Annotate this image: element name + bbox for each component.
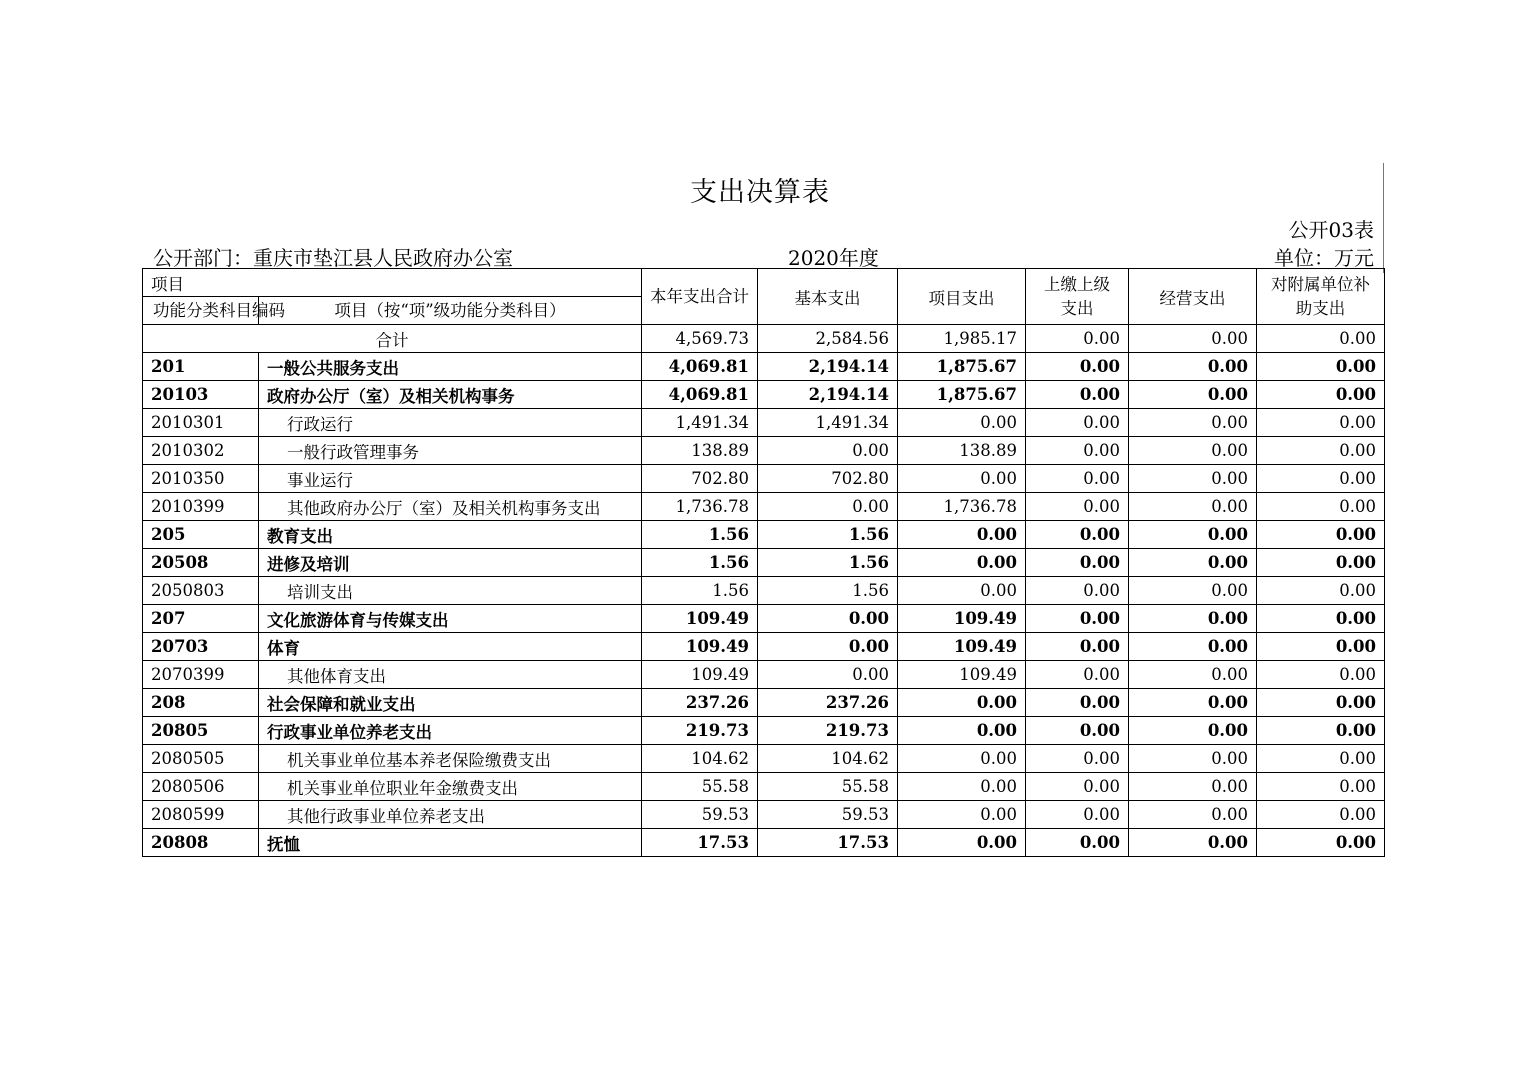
row-value: 0.00 xyxy=(1257,437,1385,465)
table-row xyxy=(143,409,1385,437)
row-value: 0.00 xyxy=(1129,549,1257,577)
row-value: 109.49 xyxy=(642,605,758,633)
row-value: 59.53 xyxy=(758,801,898,829)
row-value: 0.00 xyxy=(1129,437,1257,465)
row-value: 0.00 xyxy=(758,493,898,521)
row-value: 0.00 xyxy=(1026,353,1129,381)
row-value: 0.00 xyxy=(898,577,1026,605)
row-value: 0.00 xyxy=(898,689,1026,717)
row-value: 2,194.14 xyxy=(758,353,898,381)
header-code: 功能分类科目编码 xyxy=(143,297,259,325)
row-name: 培训支出 xyxy=(259,577,642,605)
row-value: 0.00 xyxy=(1129,465,1257,493)
row-value: 0.00 xyxy=(1026,409,1129,437)
row-value: 109.49 xyxy=(642,633,758,661)
row-value: 59.53 xyxy=(642,801,758,829)
row-value: 1,736.78 xyxy=(642,493,758,521)
table-row xyxy=(143,801,1385,829)
row-name: 政府办公厅（室）及相关机构事务 xyxy=(259,381,642,409)
row-value: 0.00 xyxy=(1026,661,1129,689)
row-code: 208 xyxy=(143,689,259,717)
row-code: 2010350 xyxy=(143,465,259,493)
row-value: 104.62 xyxy=(758,745,898,773)
row-value: 0.00 xyxy=(1129,661,1257,689)
table-row xyxy=(143,689,1385,717)
row-code: 2050803 xyxy=(143,577,259,605)
header-subsidy: 对附属单位补助支出 xyxy=(1257,269,1385,325)
table-row xyxy=(143,829,1385,857)
row-value: 55.58 xyxy=(758,773,898,801)
row-value: 0.00 xyxy=(1129,605,1257,633)
row-value: 138.89 xyxy=(898,437,1026,465)
row-name: 一般公共服务支出 xyxy=(259,353,642,381)
row-value: 4,069.81 xyxy=(642,353,758,381)
row-value: 109.49 xyxy=(898,661,1026,689)
row-value: 0.00 xyxy=(898,409,1026,437)
row-value: 0.00 xyxy=(1257,661,1385,689)
row-name: 其他政府办公厅（室）及相关机构事务支出 xyxy=(259,493,642,521)
row-name: 行政事业单位养老支出 xyxy=(259,717,642,745)
row-value: 138.89 xyxy=(642,437,758,465)
row-value: 0.00 xyxy=(758,633,898,661)
table-row xyxy=(143,437,1385,465)
row-value: 0.00 xyxy=(1026,577,1129,605)
row-value: 0.00 xyxy=(1129,409,1257,437)
table-row xyxy=(143,661,1385,689)
row-name: 进修及培训 xyxy=(259,549,642,577)
row-code: 2010302 xyxy=(143,437,259,465)
table-row xyxy=(143,353,1385,381)
header-row-group xyxy=(143,269,1385,297)
row-name: 教育支出 xyxy=(259,521,642,549)
table-row xyxy=(143,633,1385,661)
row-value: 0.00 xyxy=(1129,801,1257,829)
row-value: 0.00 xyxy=(1129,745,1257,773)
row-value: 0.00 xyxy=(1257,549,1385,577)
table-row xyxy=(143,465,1385,493)
row-value: 0.00 xyxy=(1257,381,1385,409)
row-code: 2080506 xyxy=(143,773,259,801)
row-value: 0.00 xyxy=(1026,605,1129,633)
row-value: 0.00 xyxy=(1129,773,1257,801)
row-value: 109.49 xyxy=(898,633,1026,661)
table-row xyxy=(143,549,1385,577)
row-name: 抚恤 xyxy=(259,829,642,857)
row-value: 0.00 xyxy=(1257,493,1385,521)
row-value: 702.80 xyxy=(758,465,898,493)
row-value: 219.73 xyxy=(642,717,758,745)
total-value: 1,985.17 xyxy=(898,325,1026,353)
table-row xyxy=(143,773,1385,801)
row-value: 0.00 xyxy=(1257,353,1385,381)
row-value: 0.00 xyxy=(1026,437,1129,465)
row-name: 社会保障和就业支出 xyxy=(259,689,642,717)
row-name: 体育 xyxy=(259,633,642,661)
table-row xyxy=(143,521,1385,549)
row-name: 文化旅游体育与传媒支出 xyxy=(259,605,642,633)
header-name: 项目（按“项”级功能分类科目） xyxy=(259,297,642,325)
row-name: 其他行政事业单位养老支出 xyxy=(259,801,642,829)
row-name: 机关事业单位基本养老保险缴费支出 xyxy=(259,745,642,773)
total-value: 0.00 xyxy=(1129,325,1257,353)
row-value: 0.00 xyxy=(1026,493,1129,521)
row-code: 207 xyxy=(143,605,259,633)
row-code: 2080505 xyxy=(143,745,259,773)
row-code: 20703 xyxy=(143,633,259,661)
row-value: 2,194.14 xyxy=(758,381,898,409)
row-value: 0.00 xyxy=(1129,577,1257,605)
row-value: 0.00 xyxy=(1257,605,1385,633)
row-value: 0.00 xyxy=(1026,717,1129,745)
row-value: 0.00 xyxy=(898,717,1026,745)
row-value: 1.56 xyxy=(758,521,898,549)
row-value: 0.00 xyxy=(1257,465,1385,493)
row-value: 1.56 xyxy=(642,521,758,549)
total-label: 合计 xyxy=(143,325,642,353)
row-value: 0.00 xyxy=(1026,829,1129,857)
row-value: 0.00 xyxy=(1026,549,1129,577)
row-name: 机关事业单位职业年金缴费支出 xyxy=(259,773,642,801)
row-name: 其他体育支出 xyxy=(259,661,642,689)
row-value: 0.00 xyxy=(758,661,898,689)
row-value: 702.80 xyxy=(642,465,758,493)
row-code: 20805 xyxy=(143,717,259,745)
row-value: 0.00 xyxy=(1129,493,1257,521)
row-value: 0.00 xyxy=(1257,577,1385,605)
unit-label: 单位：万元 xyxy=(1274,246,1374,270)
total-value: 2,584.56 xyxy=(758,325,898,353)
row-name: 行政运行 xyxy=(259,409,642,437)
row-value: 0.00 xyxy=(898,801,1026,829)
header-project: 项目支出 xyxy=(898,269,1026,325)
row-code: 20808 xyxy=(143,829,259,857)
row-code: 201 xyxy=(143,353,259,381)
row-value: 0.00 xyxy=(1026,521,1129,549)
row-value: 0.00 xyxy=(1257,689,1385,717)
table-row xyxy=(143,745,1385,773)
header-basic: 基本支出 xyxy=(758,269,898,325)
row-value: 1,491.34 xyxy=(758,409,898,437)
table-row xyxy=(143,717,1385,745)
row-value: 0.00 xyxy=(1026,633,1129,661)
row-value: 1.56 xyxy=(758,549,898,577)
department-label: 公开部门：重庆市垫江县人民政府办公室 xyxy=(153,246,513,270)
row-value: 1,736.78 xyxy=(898,493,1026,521)
row-value: 0.00 xyxy=(1026,381,1129,409)
row-value: 0.00 xyxy=(898,773,1026,801)
row-value: 0.00 xyxy=(1026,465,1129,493)
row-value: 109.49 xyxy=(642,661,758,689)
row-value: 0.00 xyxy=(1257,409,1385,437)
row-value: 0.00 xyxy=(1026,773,1129,801)
row-value: 1,875.67 xyxy=(898,381,1026,409)
row-value: 1.56 xyxy=(758,577,898,605)
row-name: 一般行政管理事务 xyxy=(259,437,642,465)
expenditure-table xyxy=(142,268,1385,857)
row-value: 17.53 xyxy=(642,829,758,857)
row-value: 17.53 xyxy=(758,829,898,857)
row-value: 237.26 xyxy=(642,689,758,717)
row-value: 0.00 xyxy=(1257,633,1385,661)
row-value: 0.00 xyxy=(1257,521,1385,549)
row-value: 0.00 xyxy=(1257,745,1385,773)
row-code: 20103 xyxy=(143,381,259,409)
row-value: 0.00 xyxy=(1026,745,1129,773)
form-number: 公开03表 xyxy=(1288,218,1374,242)
table-row xyxy=(143,605,1385,633)
header-upper: 上缴上级支出 xyxy=(1026,269,1129,325)
row-value: 55.58 xyxy=(642,773,758,801)
row-name: 事业运行 xyxy=(259,465,642,493)
header-business: 经营支出 xyxy=(1129,269,1257,325)
total-value: 4,569.73 xyxy=(642,325,758,353)
row-value: 1.56 xyxy=(642,549,758,577)
row-code: 2070399 xyxy=(143,661,259,689)
row-value: 0.00 xyxy=(1129,381,1257,409)
total-value: 0.00 xyxy=(1026,325,1129,353)
row-value: 0.00 xyxy=(1257,801,1385,829)
row-value: 0.00 xyxy=(1129,829,1257,857)
row-value: 0.00 xyxy=(898,745,1026,773)
row-value: 0.00 xyxy=(1257,773,1385,801)
row-value: 0.00 xyxy=(1129,633,1257,661)
table-row xyxy=(143,493,1385,521)
total-row xyxy=(143,325,1385,353)
row-value: 0.00 xyxy=(1129,689,1257,717)
row-value: 0.00 xyxy=(1026,689,1129,717)
row-value: 0.00 xyxy=(1129,353,1257,381)
total-value: 0.00 xyxy=(1257,325,1385,353)
row-value: 0.00 xyxy=(1026,801,1129,829)
row-value: 1,491.34 xyxy=(642,409,758,437)
row-value: 0.00 xyxy=(898,549,1026,577)
row-value: 0.00 xyxy=(758,437,898,465)
table-row xyxy=(143,577,1385,605)
row-value: 1,875.67 xyxy=(898,353,1026,381)
row-value: 0.00 xyxy=(1129,521,1257,549)
header-total: 本年支出合计 xyxy=(642,269,758,325)
row-code: 20508 xyxy=(143,549,259,577)
row-value: 109.49 xyxy=(898,605,1026,633)
row-value: 0.00 xyxy=(758,605,898,633)
row-value: 0.00 xyxy=(1129,717,1257,745)
row-value: 0.00 xyxy=(1257,829,1385,857)
table-row xyxy=(143,381,1385,409)
row-code: 205 xyxy=(143,521,259,549)
row-value: 1.56 xyxy=(642,577,758,605)
row-value: 0.00 xyxy=(1257,717,1385,745)
row-value: 4,069.81 xyxy=(642,381,758,409)
row-code: 2010399 xyxy=(143,493,259,521)
row-code: 2010301 xyxy=(143,409,259,437)
row-value: 237.26 xyxy=(758,689,898,717)
header-project-group: 项目 xyxy=(143,269,642,297)
page-title: 支出决算表 xyxy=(690,177,830,208)
row-value: 0.00 xyxy=(898,465,1026,493)
row-value: 0.00 xyxy=(898,829,1026,857)
row-value: 104.62 xyxy=(642,745,758,773)
fiscal-year: 2020年度 xyxy=(788,246,879,270)
row-value: 219.73 xyxy=(758,717,898,745)
row-value: 0.00 xyxy=(898,521,1026,549)
row-code: 2080599 xyxy=(143,801,259,829)
